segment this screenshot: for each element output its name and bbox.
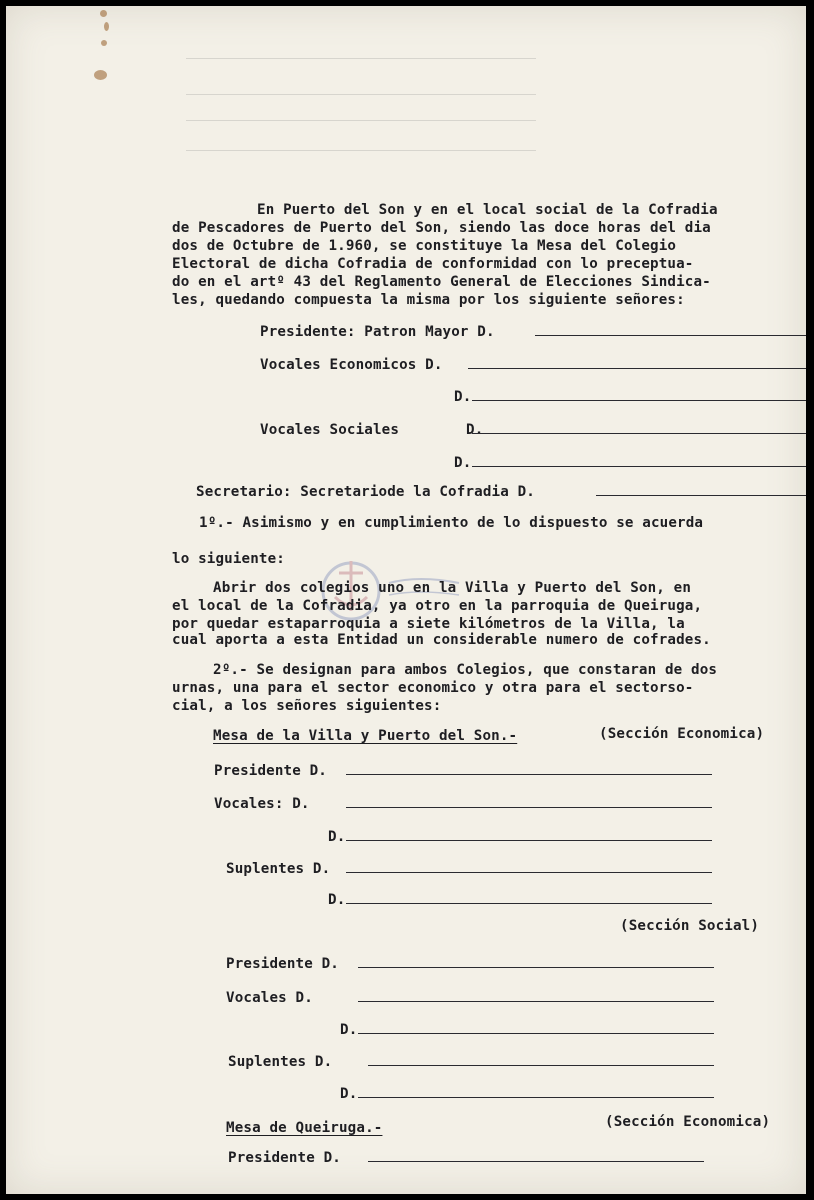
field-suplentes: Suplentes D. [228,1054,333,1070]
stain-mark [100,10,107,17]
intro-line: En Puerto del Son y en el local social de la Cofradia [257,202,718,218]
paragraph-line: Abrir dos colegios uno en la Villa y Puerto del Son, en [213,580,692,596]
field-presidente: Presidente D. [226,956,339,972]
blank-line [596,495,806,496]
field-vocales: Vocales: D. [214,796,310,812]
stain-mark [94,70,107,80]
section-label-social: (Sección Social) [620,918,760,934]
blank-line [358,1033,714,1034]
blank-line [346,774,712,775]
intro-line: les, quedando compuesta la misma por los siguiente señores: [172,292,685,308]
paragraph-line: el local de la Cofradia, ya otro en la parroquia de Queiruga, [172,598,703,614]
section-label-economica: (Sección Economica) [605,1114,771,1130]
field-d: D. [328,829,346,845]
board-vocales-economicos: Vocales Economicos D. [260,357,443,373]
blank-line [368,1161,704,1162]
board-secretario: Secretario: Secretariode la Cofradia D. [196,484,535,500]
section-heading-queiruga: Mesa de Queiruga.- [226,1120,383,1136]
board-d: D. [466,422,484,438]
board-d: D. [454,389,472,405]
stain-mark [101,40,107,46]
blank-line [346,903,712,904]
section-label-economica: (Sección Economica) [599,726,765,742]
bleed-through-line [186,94,536,95]
blank-line [472,400,806,401]
board-presidente: Presidente: Patron Mayor D. [260,324,495,340]
paragraph-line: cual aporta a esta Entidad un considerable numero de cofrades. [172,632,711,648]
field-d: D. [340,1086,358,1102]
document-page [6,6,806,1194]
blank-line [368,1065,714,1066]
point-1-line: lo siguiente: [172,551,285,567]
field-presidente: Presidente D. [228,1150,341,1166]
blank-line [468,368,806,369]
paragraph-line: por quedar estaparroquia a siete kilómetros de la Villa, la [172,616,685,632]
blank-line [358,967,714,968]
board-vocales-sociales: Vocales Sociales [260,422,400,438]
bleed-through-line [186,120,536,121]
field-d: D. [328,892,346,908]
bleed-through-line [186,58,536,59]
blank-line [346,807,712,808]
stain-mark [104,22,109,31]
field-presidente: Presidente D. [214,763,327,779]
board-d: D. [454,455,472,471]
blank-line [358,1097,714,1098]
field-suplentes: Suplentes D. [226,861,331,877]
bleed-through-line [186,150,536,151]
section-heading-villa: Mesa de la Villa y Puerto del Son.- [213,728,518,744]
point-2-line: cial, a los señores siguientes: [172,698,442,714]
blank-line [358,1001,714,1002]
blank-line [535,335,806,336]
point-2-line: urnas, una para el sector economico y otra para el sectorso- [172,680,694,696]
intro-line: do en el artº 43 del Reglamento General de Elecciones Sindica- [172,274,711,290]
intro-line: dos de Octubre de 1.960, se constituye la Mesa del Colegio [172,238,677,254]
point-2-line: 2º.- Se designan para ambos Colegios, que constaran de dos [213,662,718,678]
intro-line: de Pescadores de Puerto del Son, siendo las doce horas del dia [172,220,711,236]
blank-line [472,433,806,434]
field-vocales: Vocales D. [226,990,313,1006]
blank-line [346,840,712,841]
field-d: D. [340,1022,358,1038]
blank-line [346,872,712,873]
point-1-line: 1º.- Asimismo y en cumplimiento de lo dispuesto se acuerda [199,515,704,531]
blank-line [472,466,806,467]
intro-line: Electoral de dicha Cofradia de conformidad con lo preceptua- [172,256,694,272]
